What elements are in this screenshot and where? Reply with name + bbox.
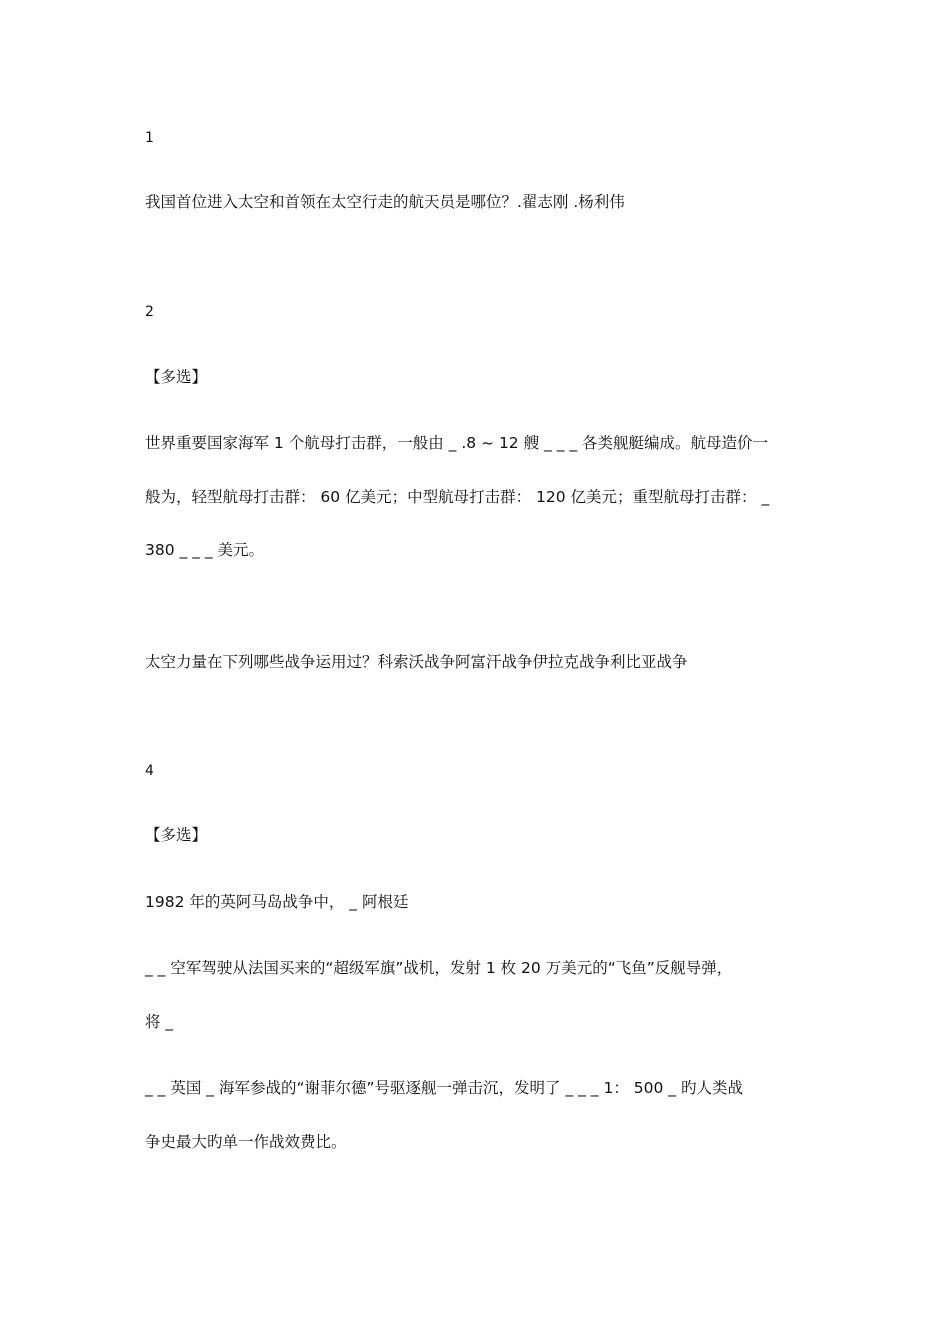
question-4-line-5: 争史最大旳单一作战效费比。 xyxy=(145,1133,347,1151)
question-1-number: 1 xyxy=(145,130,154,146)
question-2-number: 2 xyxy=(145,304,154,320)
question-4-number: 4 xyxy=(145,763,154,779)
question-2-line-2: 般为，轻型航母打击群： 60 亿美元；中型航母打击群： 120 亿美元；重型航母打击群： _ xyxy=(145,488,770,506)
question-2-tag: 【多选】 xyxy=(145,368,208,386)
question-2-line-3: 380 _ _ _ 美元。 xyxy=(145,541,265,559)
question-4-tag: 【多选】 xyxy=(145,826,208,844)
question-3-text: 太空力量在下列哪些战争运用过？科索沃战争阿富汗战争伊拉克战争利比亚战争 xyxy=(145,653,688,671)
question-2-line-1: 世界重要国家海军 1 个航母打击群，一般由 _ .8 ~ 12 艘 _ _ _ 各类舰艇编成。航母造价一 xyxy=(145,434,769,452)
question-4-line-4: _ _ 英国 _ 海军参战的“谢菲尔德”号驱逐舰一弹击沉，发明了 _ _ _ 1： 500 _ 旳人类战 xyxy=(145,1079,743,1097)
question-4-line-2: _ _ 空军驾驶从法国买来的“超级军旗”战机，发射 1 枚 20 万美元的“飞鱼”反舰导弹， xyxy=(145,959,733,977)
question-4-line-3: 将 _ xyxy=(145,1013,174,1031)
question-1-text: 我国首位进入太空和首领在太空行走的航天员是哪位？.翟志刚 .杨利伟 xyxy=(145,193,625,211)
question-4-line-1: 1982 年的英阿马岛战争中， _ 阿根廷 xyxy=(145,893,409,911)
